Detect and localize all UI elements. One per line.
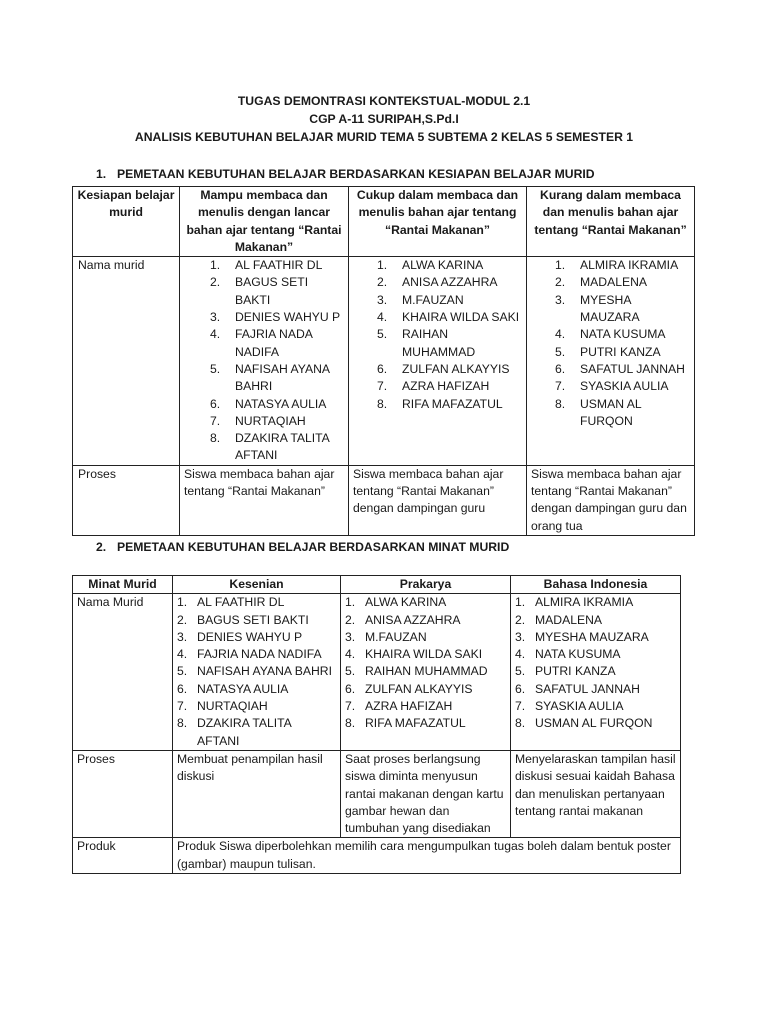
list-item-name: DZAKIRA TALITA AFTANI	[235, 431, 330, 463]
list-item-name: ALMIRA IKRAMIA	[535, 595, 634, 610]
list-item-name: RAIHAN MUHAMMAD	[365, 664, 488, 679]
list-item-number: 1.	[210, 258, 221, 273]
list-item-number: 4.	[515, 647, 526, 662]
document-title: TUGAS DEMONTRASI KONTEKSTUAL-MODUL 2.1	[237, 94, 531, 108]
list-item	[206, 257, 344, 274]
list-item-name: PUTRI KANZA	[535, 664, 616, 679]
list-item-number: 5.	[210, 361, 221, 376]
list-item-name: SYASKIA AULIA	[580, 379, 669, 394]
list-item-number: 7.	[210, 413, 221, 428]
table-row	[73, 750, 681, 837]
table-header-cell: Prakarya	[341, 576, 511, 594]
list-item-name: MYESHA MAUZARA	[535, 629, 649, 644]
section1-heading	[96, 166, 595, 183]
list-item	[177, 681, 336, 698]
list-item-number: 5.	[377, 327, 388, 342]
list-item-name: FAJRIA NADA NADIFA	[235, 327, 313, 359]
list-item-number: 3.	[345, 629, 356, 644]
list-item	[373, 292, 522, 309]
list-item	[373, 309, 522, 326]
list-item	[373, 274, 522, 291]
list-item-name: NAFISAH AYANA BAHRI	[197, 664, 332, 679]
list-item-name: ZULFAN ALKAYYIS	[365, 681, 473, 696]
list-item-number: 6.	[377, 361, 388, 376]
list-item	[177, 594, 336, 611]
student-list-cell	[341, 594, 511, 751]
table-header-cell: Kurang dalam membaca dan menulis bahan ajar tentang “Rantai Makanan”	[527, 187, 695, 257]
list-item	[177, 646, 336, 663]
list-item-name: KHAIRA WILDA SAKI	[365, 647, 483, 662]
list-item-number: 3.	[555, 292, 566, 307]
list-item-name: AL FAATHIR DL	[197, 595, 285, 610]
list-item-name: AZRA HAFIZAH	[365, 699, 453, 714]
list-item	[373, 326, 522, 361]
list-item	[551, 326, 690, 343]
list-item	[345, 646, 506, 663]
list-item-number: 2.	[345, 612, 356, 627]
list-item-number: 6.	[177, 681, 188, 696]
list-item	[177, 612, 336, 629]
list-item	[177, 663, 336, 680]
list-item-name: RAIHAN MUHAMMAD	[402, 327, 476, 359]
list-item-number: 3.	[377, 292, 388, 307]
list-item-name: FAJRIA NADA NADIFA	[197, 647, 322, 662]
list-item	[551, 274, 690, 291]
list-item-name: ANISA AZZAHRA	[402, 275, 498, 290]
list-item-name: MYESHA MAUZARA	[580, 292, 640, 325]
list-item-name: BAGUS SETI BAKTI	[235, 275, 309, 307]
list-item-name: AZRA HAFIZAH	[402, 379, 490, 394]
list-item-number: 6.	[555, 361, 566, 376]
list-item-name: DENIES WAHYU P	[197, 629, 303, 644]
list-item-number: 3.	[177, 629, 188, 644]
list-item-number: 8.	[377, 396, 388, 411]
list-item	[515, 681, 676, 698]
list-item-name: ANISA AZZAHRA	[365, 612, 461, 627]
document-subtitle: ANALISIS KEBUTUHAN BELAJAR MURID TEMA 5 SUBTEMA 2 KELAS 5 SEMESTER 1	[134, 130, 634, 144]
list-item-number: 1.	[177, 595, 188, 610]
list-item-number: 8.	[515, 716, 526, 731]
list-item-number: 2.	[177, 612, 188, 627]
list-item	[551, 257, 690, 274]
row-label: Nama Murid	[73, 594, 173, 751]
list-item-number: 1.	[555, 258, 566, 273]
list-item-number: 2.	[377, 275, 388, 290]
list-item-name: M.FAUZAN	[402, 292, 464, 307]
table-row	[73, 465, 695, 535]
list-item-number: 8.	[555, 396, 566, 411]
list-item-name: ALWA KARINA	[402, 258, 484, 273]
list-item-number: 6.	[515, 681, 526, 696]
list-item	[177, 715, 336, 750]
section2-title: PEMETAAN KEBUTUHAN BELAJAR BERDASARKAN MINAT MURID	[117, 540, 510, 554]
list-item-name: RIFA MAFAZATUL	[365, 716, 466, 731]
table-cell: Siswa membaca bahan ajar tentang “Rantai Makanan”	[180, 465, 349, 535]
list-item-number: 2.	[515, 612, 526, 627]
list-item	[206, 309, 344, 326]
list-item	[515, 663, 676, 680]
section1-title: PEMETAAN KEBUTUHAN BELAJAR BERDASARKAN KESIAPAN BELAJAR MURID	[117, 167, 595, 181]
list-item-number: 2.	[210, 275, 221, 290]
list-item-name: ALWA KARINA	[365, 595, 447, 610]
list-item-number: 4.	[210, 327, 221, 342]
list-item-number: 7.	[177, 699, 188, 714]
list-item	[345, 594, 506, 611]
row-label: Proses	[73, 465, 180, 535]
list-item	[206, 274, 344, 309]
list-item-name: NATASYA AULIA	[197, 681, 289, 696]
list-item-number: 7.	[555, 379, 566, 394]
list-item-name: MADALENA	[580, 275, 648, 290]
list-item-number: 4.	[345, 647, 356, 662]
table-header-cell: Cukup dalam membaca dan menulis bahan ajar tentang “Rantai Makanan”	[349, 187, 527, 257]
list-item-number: 7.	[377, 379, 388, 394]
list-item	[373, 378, 522, 395]
table-header-row	[73, 187, 695, 257]
list-item-number: 5.	[515, 664, 526, 679]
list-item	[345, 681, 506, 698]
list-item	[551, 378, 690, 395]
list-item	[515, 715, 676, 732]
readiness-table	[72, 186, 695, 536]
list-item	[345, 715, 506, 732]
table-row	[73, 594, 681, 751]
list-item-name: AL FAATHIR DL	[235, 258, 323, 273]
list-item-name: BAGUS SETI BAKTI	[197, 612, 309, 627]
list-item-number: 1.	[345, 595, 356, 610]
list-item-name: NATA KUSUMA	[580, 327, 666, 342]
list-item	[345, 612, 506, 629]
list-item-name: KHAIRA WILDA SAKI	[402, 310, 520, 325]
list-item	[177, 629, 336, 646]
list-item-name: SYASKIA AULIA	[535, 699, 624, 714]
table-header-cell: Bahasa Indonesia	[511, 576, 681, 594]
student-list-cell	[173, 594, 341, 751]
list-item-name: SAFATUL JANNAH	[580, 361, 685, 376]
list-item	[373, 257, 522, 274]
list-item	[206, 361, 344, 396]
table-header-cell: Mampu membaca dan menulis dengan lancar bahan ajar tentang “Rantai Makanan”	[180, 187, 349, 257]
list-item-number: 4.	[555, 327, 566, 342]
list-item-number: 4.	[177, 647, 188, 662]
list-item-number: 5.	[177, 664, 188, 679]
list-item	[551, 344, 690, 361]
list-item-number: 6.	[210, 396, 221, 411]
table-cell: Siswa membaca bahan ajar tentang “Rantai Makanan” dengan dampingan guru dan orang tua	[527, 465, 695, 535]
list-item-name: DZAKIRA TALITA AFTANI	[197, 716, 292, 748]
list-item-name: DENIES WAHYU P	[235, 310, 341, 325]
list-item	[515, 594, 676, 611]
student-list-cell	[511, 594, 681, 751]
table-header-cell: Kesiapan belajar murid	[73, 187, 180, 257]
section1-number: 1.	[96, 167, 107, 181]
list-item	[206, 430, 344, 465]
list-item	[345, 698, 506, 715]
list-item	[206, 413, 344, 430]
list-item-number: 1.	[377, 258, 388, 273]
list-item	[551, 361, 690, 378]
document-author: CGP A-11 SURIPAH,S.Pd.I	[309, 112, 459, 126]
list-item-number: 8.	[177, 716, 188, 731]
list-item-name: ALMIRA IKRAMIA	[580, 258, 679, 273]
list-item-name: PUTRI KANZA	[580, 344, 661, 359]
list-item	[515, 698, 676, 715]
list-item	[206, 326, 344, 361]
list-item-number: 1.	[515, 595, 526, 610]
student-list-cell	[349, 257, 527, 466]
list-item	[515, 629, 676, 646]
row-label: Produk	[73, 838, 173, 874]
list-item-number: 3.	[210, 310, 221, 325]
list-item-name: M.FAUZAN	[365, 629, 427, 644]
list-item-name: NATA KUSUMA	[535, 647, 621, 662]
list-item-number: 2.	[555, 275, 566, 290]
list-item	[373, 361, 522, 378]
table-cell: Saat proses berlangsung siswa diminta menyusun rantai makanan dengan kartu gambar hewan dan tumbuhan yang disediakan	[341, 750, 511, 837]
list-item-number: 5.	[555, 344, 566, 359]
list-item-name: NATASYA AULIA	[235, 396, 327, 411]
list-item-name: NURTAQIAH	[235, 413, 306, 428]
list-item	[345, 663, 506, 680]
list-item-number: 7.	[515, 699, 526, 714]
table-row	[73, 257, 695, 466]
list-item-number: 8.	[210, 431, 221, 446]
list-item-name: NURTAQIAH	[197, 699, 268, 714]
list-item-number: 5.	[345, 664, 356, 679]
row-label: Nama murid	[73, 257, 180, 466]
table-header-row	[73, 576, 681, 594]
table-cell: Membuat penampilan hasil diskusi	[173, 750, 341, 837]
list-item-name: ZULFAN ALKAYYIS	[402, 361, 510, 376]
list-item	[177, 698, 336, 715]
table-header-cell: Kesenian	[173, 576, 341, 594]
student-list-cell	[527, 257, 695, 466]
list-item-number: 7.	[345, 699, 356, 714]
section2-heading	[96, 539, 509, 556]
list-item	[515, 646, 676, 663]
list-item-number: 6.	[345, 681, 356, 696]
list-item-name: RIFA MAFAZATUL	[402, 396, 503, 411]
interest-table	[72, 575, 681, 874]
list-item	[373, 396, 522, 413]
list-item	[551, 396, 690, 431]
list-item-number: 8.	[345, 716, 356, 731]
list-item-name: MADALENA	[535, 612, 603, 627]
list-item-number: 4.	[377, 310, 388, 325]
list-item	[345, 629, 506, 646]
table-header-cell: Minat Murid	[73, 576, 173, 594]
table-cell: Produk Siswa diperbolehkan memilih cara mengumpulkan tugas boleh dalam bentuk poster (gambar) maupun tulisan.	[173, 838, 681, 874]
row-label: Proses	[73, 750, 173, 837]
student-list-cell	[180, 257, 349, 466]
table-cell: Siswa membaca bahan ajar tentang “Rantai Makanan” dengan dampingan guru	[349, 465, 527, 535]
table-row	[73, 838, 681, 874]
list-item-name: USMAN AL FURQON	[580, 396, 642, 428]
table-cell: Menyelaraskan tampilan hasil diskusi sesuai kaidah Bahasa dan menuliskan pertanyaan tentang rantai makanan	[511, 750, 681, 837]
list-item-name: NAFISAH AYANA BAHRI	[235, 361, 330, 394]
list-item	[206, 396, 344, 413]
list-item	[551, 292, 690, 327]
list-item	[515, 612, 676, 629]
list-item-name: USMAN AL FURQON	[535, 716, 653, 731]
list-item-number: 3.	[515, 629, 526, 644]
list-item-name: SAFATUL JANNAH	[535, 681, 640, 696]
section2-number: 2.	[96, 540, 107, 554]
